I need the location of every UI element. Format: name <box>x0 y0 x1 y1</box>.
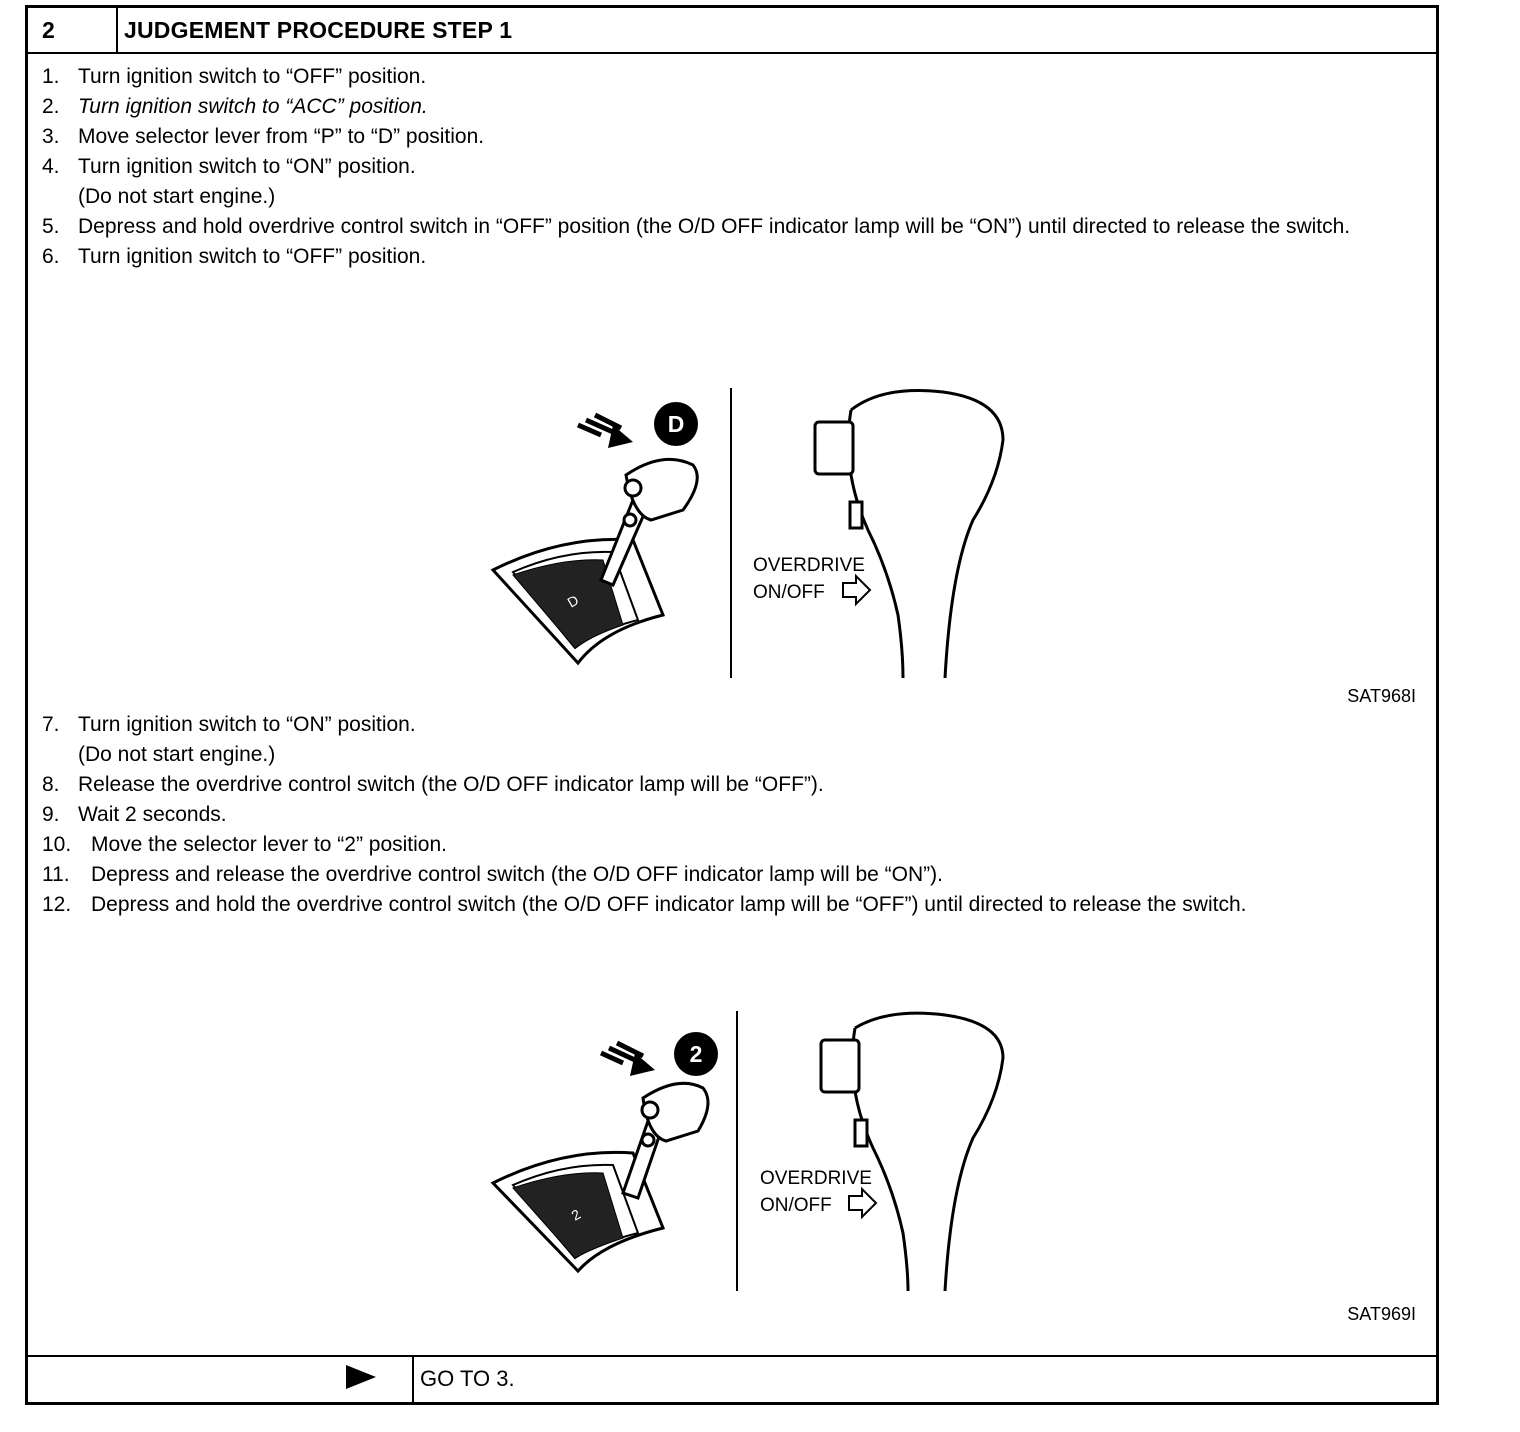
procedure-table <box>25 5 1439 1405</box>
instruction-list-part1 <box>42 62 1416 272</box>
gate-position-label: 2 <box>568 1205 584 1224</box>
lever-button-icon <box>642 1102 658 1118</box>
instruction-list-part2 <box>42 710 1416 920</box>
procedure-title: JUDGEMENT PROCEDURE STEP 1 <box>124 17 513 43</box>
instruction-step: 11. Depress and release the overdrive control switch (the O/D OFF indicator lamp will be “ON”). <box>42 863 943 886</box>
selector-lever-figure-d <box>483 380 1023 680</box>
step-note: (Do not start engine.) <box>78 185 276 208</box>
instruction-step: 1. Turn ignition switch to “OFF” position. <box>42 65 427 88</box>
instruction-step: 3. Move selector lever from “P” to “D” position. <box>42 125 485 148</box>
overdrive-label: OVERDRIVE <box>760 1168 872 1189</box>
instruction-step: 4. Turn ignition switch to “ON” position. (Do not start engine.) <box>42 155 416 208</box>
pointer-arrow-icon <box>843 576 870 604</box>
instruction-step: 6. Turn ignition switch to “OFF” position. <box>42 245 427 268</box>
figure-code: SAT968I <box>1347 686 1416 706</box>
header-divider <box>116 8 118 52</box>
instruction-step: 7. Turn ignition switch to “ON” position. (Do not start engine.) <box>42 713 416 766</box>
pointer-arrow-icon <box>849 1189 876 1217</box>
step-number: 2 <box>42 17 55 43</box>
figure-code: SAT969I <box>1347 1304 1416 1324</box>
lever-button-icon <box>625 480 641 496</box>
procedure-footer <box>28 1355 1436 1402</box>
overdrive-switch-icon <box>850 502 862 528</box>
next-step-link: GO TO 3. <box>420 1366 515 1391</box>
onoff-label: ON/OFF <box>760 1195 832 1216</box>
overdrive-switch-icon <box>855 1120 867 1146</box>
instruction-step: 5. Depress and hold overdrive control switch in “OFF” position (the O/D OFF indicator lamp will be “ON”) until directed to release the switch. <box>42 215 1351 238</box>
selector-lever-figure-2 <box>483 1003 1023 1293</box>
step-note: (Do not start engine.) <box>78 743 276 766</box>
instruction-step: 10. Move the selector lever to “2” position. <box>42 833 447 856</box>
instruction-step: 9. Wait 2 seconds. <box>42 803 227 826</box>
onoff-label: ON/OFF <box>753 582 825 603</box>
instruction-step: 12. Depress and hold the overdrive control switch (the O/D OFF indicator lamp will be “OFF”) until directed to release the switch. <box>42 893 1247 916</box>
go-to-arrow-icon <box>346 1365 376 1389</box>
gate-position-label: D <box>564 591 582 611</box>
overdrive-label: OVERDRIVE <box>753 555 865 576</box>
position-badge-label: D <box>667 411 685 437</box>
position-badge-label: 2 <box>689 1041 703 1067</box>
footer-divider <box>412 1357 414 1402</box>
selector-lever-illustration <box>483 380 1023 680</box>
instruction-step: 2. Turn ignition switch to “ACC” position. <box>42 95 428 118</box>
step-text: Turn ignition switch to “ON” position. <box>78 155 416 178</box>
selector-lever-illustration <box>483 1003 1023 1293</box>
procedure-header <box>28 8 1436 54</box>
step-text: Turn ignition switch to “ON” position. <box>78 713 416 736</box>
instruction-step: 8. Release the overdrive control switch (the O/D OFF indicator lamp will be “OFF”). <box>42 773 824 796</box>
